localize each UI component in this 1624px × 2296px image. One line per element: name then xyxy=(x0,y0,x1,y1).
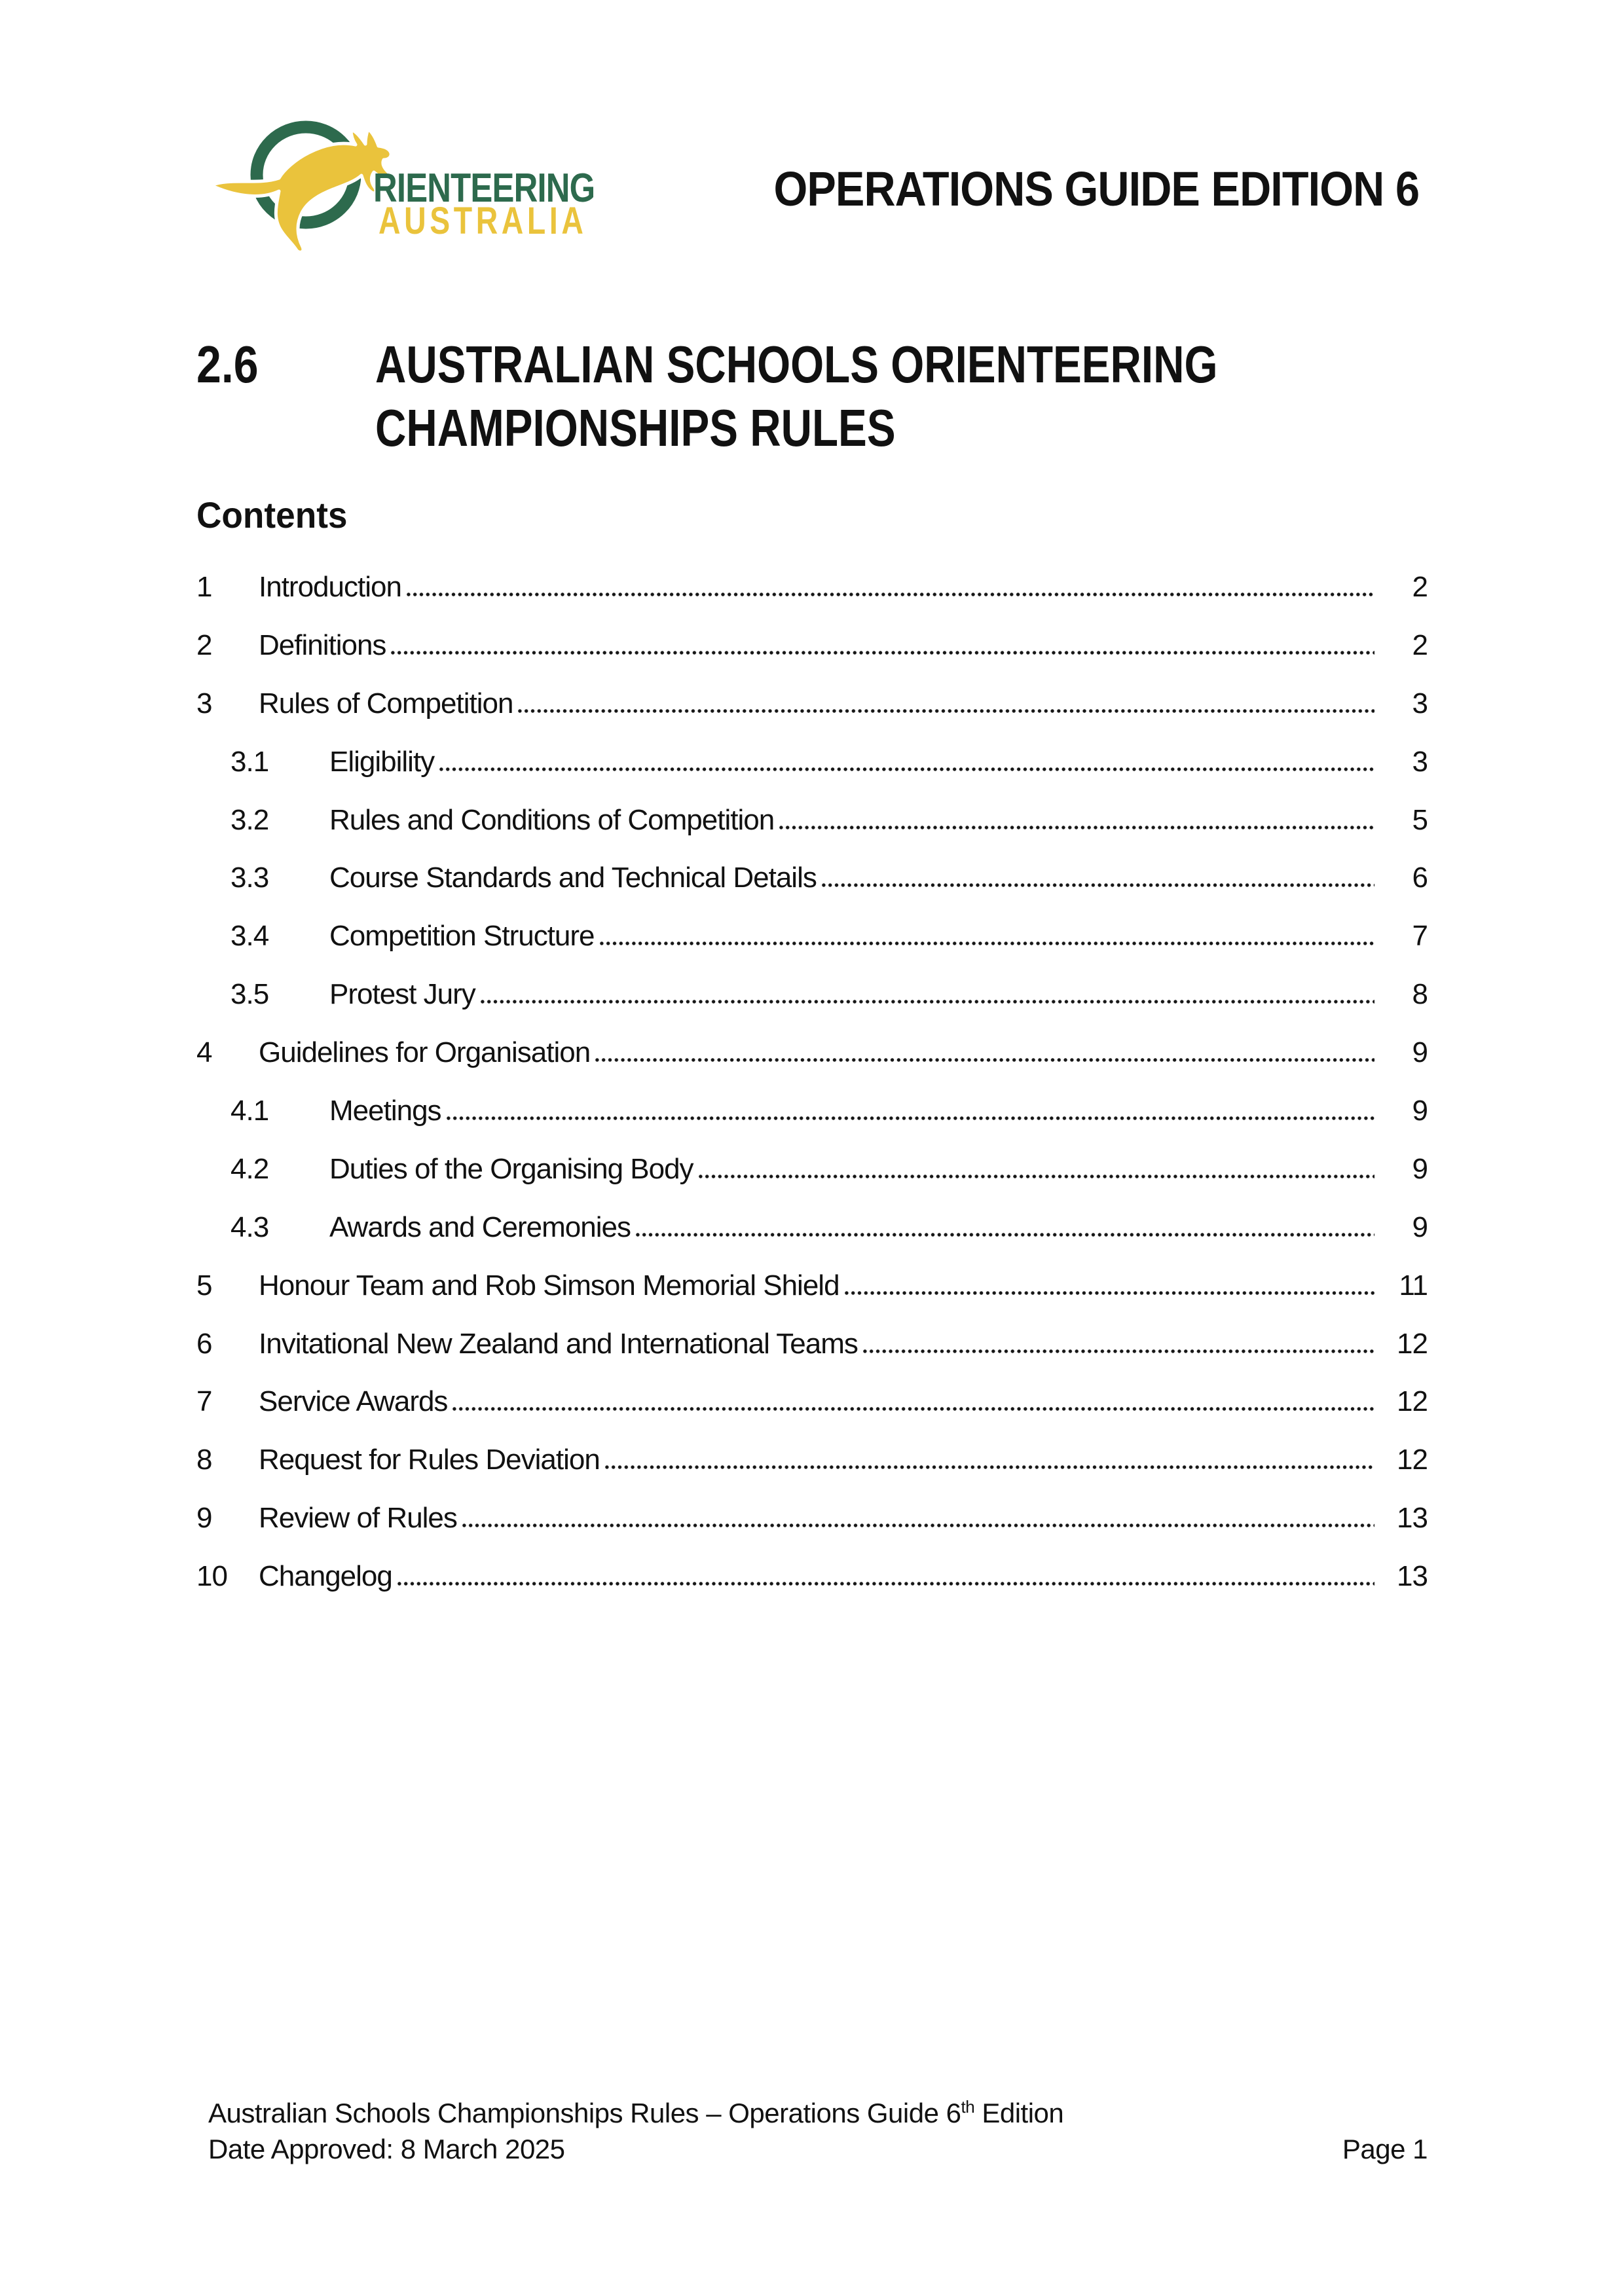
kangaroo-icon xyxy=(211,129,391,252)
toc-entry-title: Introduction xyxy=(259,571,401,603)
footer-doc-reference xyxy=(208,2095,1428,2131)
toc-entry-title: Definitions xyxy=(259,629,386,661)
toc-entry[interactable] xyxy=(196,733,1428,792)
toc-entry-title: Awards and Ceremonies xyxy=(329,1211,631,1243)
toc-entry-page: 3 xyxy=(1412,687,1428,720)
toc-entry-page: 13 xyxy=(1397,1502,1428,1535)
toc-entry[interactable] xyxy=(196,1257,1428,1315)
logo-wordmark: RIENTEERING xyxy=(373,166,595,211)
toc-entry[interactable] xyxy=(196,617,1428,675)
toc-entry[interactable] xyxy=(196,966,1428,1024)
toc-entry-number: 4.2 xyxy=(231,1152,269,1185)
toc-entry-page: 9 xyxy=(1412,1095,1428,1127)
toc-entry-number: 3.2 xyxy=(231,803,269,836)
page-footer xyxy=(208,2095,1428,2167)
toc-entry-number: 8 xyxy=(196,1444,212,1476)
toc-entry[interactable] xyxy=(196,907,1428,966)
toc-entry[interactable] xyxy=(196,558,1428,617)
toc-entry[interactable] xyxy=(196,1199,1428,1257)
toc-entry-title: Service Awards xyxy=(259,1385,448,1418)
toc-entry-title: Duties of the Organising Body xyxy=(329,1152,693,1185)
toc-entry-number: 3.5 xyxy=(231,978,269,1011)
toc-entry-title: Honour Team and Rob Simson Memorial Shield xyxy=(259,1269,840,1302)
dot-leader xyxy=(635,1233,1375,1237)
toc-entry-number: 10 xyxy=(196,1560,227,1593)
toc-entry-page: 3 xyxy=(1412,745,1428,778)
toc-entry-number: 2 xyxy=(196,629,212,661)
toc-entry-number: 3.1 xyxy=(231,745,269,778)
footer-doc-reference-suffix: Edition xyxy=(974,2098,1064,2128)
toc-entry-page: 12 xyxy=(1397,1385,1428,1418)
toc-entry-page: 13 xyxy=(1397,1560,1428,1593)
toc-entry-page: 6 xyxy=(1412,862,1428,894)
toc-entry-page: 12 xyxy=(1397,1327,1428,1360)
toc-entry-number: 4 xyxy=(196,1036,212,1069)
toc-entry-title: Rules and Conditions of Competition xyxy=(329,803,775,836)
toc-entry[interactable] xyxy=(196,1315,1428,1374)
toc-entry[interactable] xyxy=(196,1431,1428,1489)
dot-leader xyxy=(445,1116,1375,1120)
dot-leader xyxy=(438,767,1375,771)
dot-leader xyxy=(697,1175,1375,1178)
toc-entry-title: Meetings xyxy=(329,1095,441,1127)
toc-entry-number: 4.1 xyxy=(231,1095,269,1127)
toc-entry-page: 5 xyxy=(1412,803,1428,836)
dot-leader xyxy=(843,1291,1375,1295)
toc-entry[interactable] xyxy=(196,792,1428,850)
section-title-line2: CHAMPIONSHIPS RULES xyxy=(375,399,896,457)
toc-entry[interactable] xyxy=(196,1489,1428,1548)
toc-entry-number: 1 xyxy=(196,571,212,603)
toc-entry[interactable] xyxy=(196,1373,1428,1431)
toc-entry-number: 7 xyxy=(196,1385,212,1418)
contents-heading: Contents xyxy=(196,494,348,536)
toc-entry[interactable] xyxy=(196,1140,1428,1199)
dot-leader xyxy=(862,1349,1375,1353)
toc-entry-number: 4.3 xyxy=(231,1211,269,1243)
dot-leader xyxy=(821,883,1375,887)
dot-leader xyxy=(479,1000,1375,1004)
toc-entry-number: 5 xyxy=(196,1269,212,1302)
dot-leader xyxy=(604,1465,1375,1469)
footer-date-approved: Date Approved: 8 March 2025 xyxy=(208,2134,565,2164)
toc-entry[interactable] xyxy=(196,1548,1428,1606)
toc-entry-title: Competition Structure xyxy=(329,920,595,953)
toc-entry-page: 7 xyxy=(1412,920,1428,953)
section-title-line1: AUSTRALIAN SCHOOLS ORIENTEERING xyxy=(375,335,1218,393)
toc-entry-title: Guidelines for Organisation xyxy=(259,1036,591,1069)
orienteering-australia-logo xyxy=(196,108,602,262)
toc-entry-page: 2 xyxy=(1412,571,1428,603)
toc-entry-title: Request for Rules Deviation xyxy=(259,1444,600,1476)
toc-entry[interactable] xyxy=(196,1082,1428,1140)
toc-entry-title: Review of Rules xyxy=(259,1502,457,1535)
toc-entry-page: 9 xyxy=(1412,1211,1428,1243)
section-heading xyxy=(196,333,1403,460)
toc-entry-number: 6 xyxy=(196,1327,212,1360)
toc-entry-title: Course Standards and Technical Details xyxy=(329,862,817,894)
toc-entry-page: 9 xyxy=(1412,1036,1428,1069)
toc-entry-page: 11 xyxy=(1399,1269,1428,1302)
dot-leader xyxy=(390,651,1375,655)
toc-entry[interactable] xyxy=(196,1024,1428,1082)
toc-entry-title: Rules of Competition xyxy=(259,687,513,720)
toc-entry-number: 3 xyxy=(196,687,212,720)
dot-leader xyxy=(451,1407,1375,1411)
toc-entry-page: 2 xyxy=(1412,629,1428,661)
toc-entry-title: Invitational New Zealand and International Teams xyxy=(259,1327,858,1360)
dot-leader xyxy=(517,709,1375,713)
toc-entry-number: 9 xyxy=(196,1502,212,1535)
document-title: OPERATIONS GUIDE EDITION 6 xyxy=(773,162,1419,216)
toc-entry-title: Changelog xyxy=(259,1560,392,1593)
toc-entry-number: 3.3 xyxy=(231,862,269,894)
dot-leader xyxy=(461,1523,1375,1527)
dot-leader xyxy=(405,592,1375,596)
toc-entry-page: 12 xyxy=(1397,1444,1428,1476)
toc-entry-title: Eligibility xyxy=(329,745,435,778)
dot-leader xyxy=(599,941,1375,945)
logo-subwordmark: AUSTRALIA xyxy=(378,200,587,243)
footer-ordinal-suffix: th xyxy=(961,2097,975,2117)
dot-leader xyxy=(594,1058,1375,1062)
toc-entry-page: 9 xyxy=(1412,1152,1428,1185)
footer-doc-reference-text: Australian Schools Championships Rules – Operations Guide 6 xyxy=(208,2098,961,2128)
table-of-contents xyxy=(196,558,1428,1606)
section-title xyxy=(375,333,1403,460)
dot-leader xyxy=(778,826,1375,829)
section-number: 2.6 xyxy=(196,335,259,393)
toc-entry[interactable] xyxy=(196,849,1428,907)
toc-entry[interactable] xyxy=(196,675,1428,733)
footer-page-number: Page 1 xyxy=(1342,2134,1428,2164)
toc-entry-title: Protest Jury xyxy=(329,978,475,1011)
toc-entry-number: 3.4 xyxy=(231,920,269,953)
toc-entry-page: 8 xyxy=(1412,978,1428,1011)
dot-leader xyxy=(396,1582,1375,1586)
